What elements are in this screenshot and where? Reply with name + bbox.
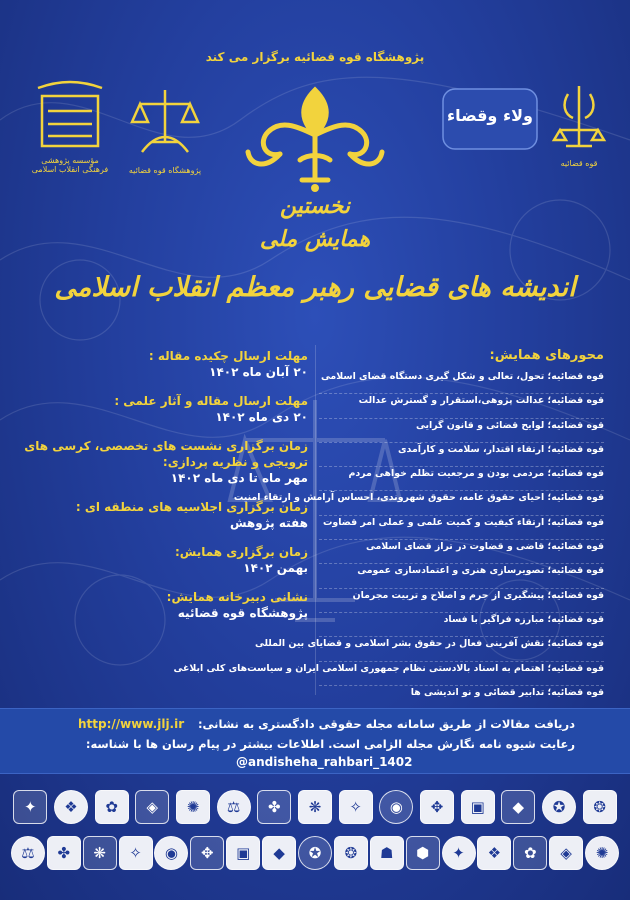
topic-item: قوه قضائیه؛ عدالت پژوهی،استقرار و گسترش عدالت — [319, 394, 604, 418]
sponsor-quran-icon: ✦ — [442, 836, 476, 870]
sponsor-torch-icon: ✤ — [47, 836, 81, 870]
topic-item: قوه قضائیه؛ قاضی و قضاوت در تراز قضای اسلامی — [319, 540, 604, 564]
inqelab-caption: مؤسسه پژوهشی فرهنگی انقلاب اسلامی — [31, 156, 109, 174]
date-conference — [14, 544, 308, 577]
topic-item: قوه قضائیه؛ ارتقاء کیفیت و کمیت علمی و عملی امر قضاوت — [319, 516, 604, 540]
sponsor-flag-icon: ✧ — [119, 836, 153, 870]
ornament-icon — [240, 80, 390, 195]
topic-item: قوه قضائیه؛ احیای حقوق عامه، حقوق شهروندی، احساس آرامش و ارتقاء امنیت — [319, 491, 604, 515]
dates-section — [14, 348, 314, 634]
date-label: نشانی دبیرخانه همایش: — [166, 590, 308, 604]
date-value: پژوهشگاه قوه قضائیه — [177, 606, 308, 620]
sponsor-city-icon: ❖ — [477, 836, 511, 870]
sponsor-scale-icon: ❋ — [83, 836, 117, 870]
sponsor-wave-icon: ❂ — [583, 790, 617, 824]
sponsor-mosque-icon: ⬢ — [406, 836, 440, 870]
topic-item: قوه قضائیه؛ تدابیر قضائی و نو اندیشی ها — [319, 686, 604, 710]
date-article-deadline — [14, 393, 308, 426]
research-institute-logo — [122, 82, 208, 177]
topic-item: قوه قضائیه؛ ارتقاء اقتدار، سلامت و کارآمدی — [319, 443, 604, 467]
title-main: اندیشه های قضایی رهبر معظم انقلاب اسلامی — [54, 272, 576, 303]
velaye-caption: ولاء وقضاء — [447, 106, 533, 125]
date-label: زمان برگزاری همایش: — [174, 545, 308, 559]
journal-url-link[interactable]: http://www.jlj.ir — [78, 717, 185, 731]
topic-item: قوه قضائیه؛ اهتمام به اسناد بالادستی نظام جمهوری اسلامی ایران و سیاست‌های کلی ابلاغی — [319, 662, 604, 686]
sponsor-court-icon: ✥ — [190, 836, 224, 870]
sponsor-arch-icon: ◉ — [379, 790, 413, 824]
sponsor-pillar-icon: ◆ — [262, 836, 296, 870]
topic-item: قوه قضائیه؛ لوایح قضائی و قانون گرایی — [319, 419, 604, 443]
sponsor-square-icon: ◆ — [501, 790, 535, 824]
date-value: ۲۰ آبان ماه ۱۴۰۲ — [209, 365, 308, 379]
research-caption: پژوهشگاه قوه قضائیه — [128, 166, 202, 175]
sponsor-emblem-icon: ✦ — [13, 790, 47, 824]
judiciary-emblem-icon — [548, 80, 610, 156]
topics-heading: محورهای همایش: — [489, 348, 604, 363]
messenger-handle[interactable]: @andisheha_rahbari_1402 — [236, 755, 413, 769]
sponsor-leaf-icon: ◈ — [549, 836, 583, 870]
sponsor-dome-icon: ✪ — [542, 790, 576, 824]
topic-item: قوه قضائیه؛ تحول، تعالی و شکل گیری دستگاه قضای اسلامی — [319, 370, 604, 394]
sponsor-logos — [0, 784, 630, 900]
secretariat-address — [14, 589, 308, 622]
sponsor-star-icon: ✧ — [339, 790, 373, 824]
topic-item: قوه قضائیه؛ نقش آفرینی فعال در حقوق بشر اسلامی و قضایای بین المللی — [319, 637, 604, 661]
date-value: ۲۰ دی ماه ۱۴۰۲ — [215, 410, 308, 424]
judiciary-logo — [548, 80, 610, 170]
sponsor-seal-icon: ⚖ — [217, 790, 251, 824]
sponsor-army-icon: ⚖ — [11, 836, 45, 870]
judiciary-caption: قوه قضائیه — [560, 159, 598, 168]
date-abstract-deadline — [14, 348, 308, 381]
date-label: زمان برگزاری نشست های تخصصی، کرسی های ترویجی و نظریه پردازی: — [24, 439, 308, 469]
velaye-logo — [440, 86, 540, 156]
sponsor-dots-icon: ◈ — [135, 790, 169, 824]
date-label: مهلت ارسال مقاله و آثار علمی : — [114, 394, 308, 408]
topic-item: قوه قضائیه؛ مردمی بودن و مرجعیت تظلم خواهی مردم — [319, 467, 604, 491]
sponsor-shrine-icon: ❋ — [298, 790, 332, 824]
guideline-text: رعایت شیوه نامه نگارش مجله الزامی است. اطلاعات بیشتر در پیام رسان ها با شناسه: — [85, 737, 575, 751]
sponsor-emblem2-icon: ◉ — [154, 836, 188, 870]
sponsor-tower-icon: ▣ — [461, 790, 495, 824]
submission-text: دریافت مقالات از طریق سامانه مجله حقوقی دادگستری به نشانی: — [197, 717, 575, 731]
sponsor-hand-icon: ☗ — [370, 836, 404, 870]
title-national-conference: همایش ملی — [259, 226, 371, 252]
research-emblem-icon — [122, 82, 208, 162]
sponsor-shield-icon: ✺ — [585, 836, 619, 870]
topic-item: قوه قضائیه؛ تصویرسازی هنری و اعتمادسازی عمومی — [319, 564, 604, 588]
sponsor-balance-icon: ▣ — [226, 836, 260, 870]
sponsor-book-icon: ✿ — [95, 790, 129, 824]
sponsor-azad-icon: ❖ — [54, 790, 88, 824]
inqelab-institute-logo — [30, 76, 110, 176]
sponsor-wreath-icon: ❂ — [334, 836, 368, 870]
date-value: مهر ماه تا دی ماه ۱۴۰۲ — [170, 471, 308, 485]
sponsor-knot-icon: ✥ — [420, 790, 454, 824]
topic-item: قوه قضائیه؛ پیشگیری از جرم و اصلاح و تربیت مجرمان — [319, 589, 604, 613]
sponsor-cube-icon: ✿ — [513, 836, 547, 870]
submission-info-bar — [0, 708, 630, 774]
sponsor-calligraphy-icon: ✤ — [257, 790, 291, 824]
title-first: نخستین — [280, 193, 350, 219]
date-sessions — [14, 438, 308, 487]
date-label: مهلت ارسال چکیده مقاله : — [148, 349, 308, 363]
date-label: زمان برگزاری اجلاسیه های منطقه ای : — [75, 500, 308, 514]
sponsor-rosette-icon: ✺ — [176, 790, 210, 824]
date-regional-meetings — [14, 499, 308, 532]
topic-item: قوه قضائیه؛ مبارزه فراگیر با فساد — [319, 613, 604, 637]
date-value: هفته پژوهش — [229, 516, 308, 530]
sponsor-scroll-icon: ✪ — [298, 836, 332, 870]
inqelab-emblem-icon — [30, 76, 110, 161]
date-value: بهمن ۱۴۰۲ — [243, 561, 308, 575]
organizer-text: پژوهشگاه قوه قضائیه برگزار می کند — [205, 50, 425, 64]
